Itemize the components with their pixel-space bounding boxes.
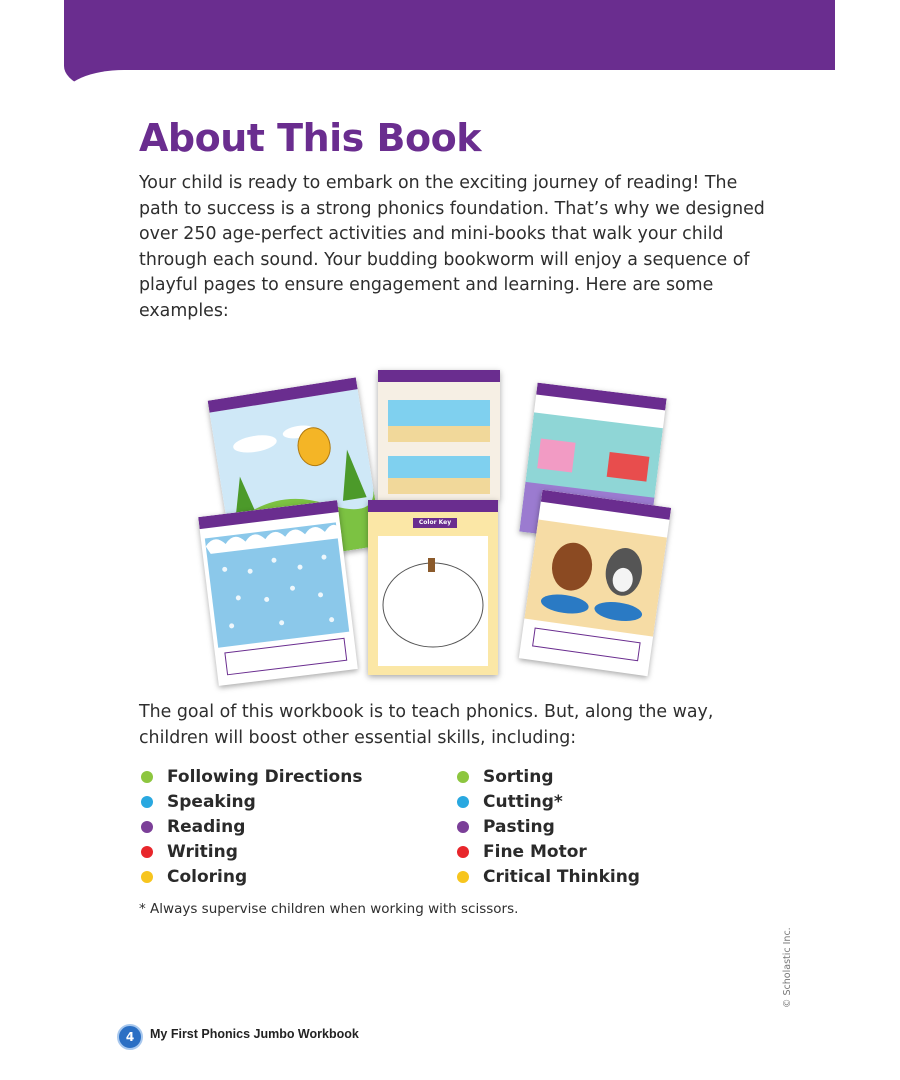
beach-illustration [378, 370, 500, 500]
copyright-notice: © Scholastic Inc. [782, 927, 793, 1008]
bullet-dot-icon [457, 871, 469, 883]
skill-item [456, 840, 640, 865]
bullet-dot-icon [457, 846, 469, 858]
skill-label: Critical Thinking [483, 867, 640, 887]
bullet-dot-icon [141, 821, 153, 833]
skill-label: Following Directions [167, 767, 363, 787]
skill-label: Writing [167, 842, 238, 862]
skill-item [140, 840, 362, 865]
bullet-dot-icon [141, 871, 153, 883]
bullet-dot-icon [141, 796, 153, 808]
scissors-footnote: * Always supervise children when working with scissors. [139, 901, 519, 917]
page-title: About This Book [139, 116, 481, 160]
skill-label: Cutting* [483, 792, 563, 812]
skill-item [140, 765, 362, 790]
bullet-dot-icon [457, 771, 469, 783]
skill-item [456, 815, 640, 840]
sample-page-header [368, 500, 498, 512]
skill-item [456, 865, 640, 890]
sample-page-color-key [368, 500, 498, 675]
skill-label: Reading [167, 817, 246, 837]
skill-label: Sorting [483, 767, 554, 787]
dogs-illustration [519, 490, 671, 676]
color-key-label: Color Key [418, 519, 452, 526]
skill-label: Speaking [167, 792, 256, 812]
page-number-badge: 4 [117, 1024, 143, 1050]
skill-item [140, 815, 362, 840]
skill-item [140, 790, 362, 815]
skill-label: Fine Motor [483, 842, 587, 862]
skills-list-right [456, 765, 640, 890]
footer-book-title: My First Phonics Jumbo Workbook [150, 1027, 359, 1041]
skill-item [456, 765, 640, 790]
goal-paragraph: The goal of this workbook is to teach phonics. But, along the way, children will boost other essential skills, including: [139, 702, 714, 748]
sample-page-header [378, 370, 500, 382]
skill-item [456, 790, 640, 815]
bullet-dot-icon [141, 846, 153, 858]
bullet-dot-icon [457, 821, 469, 833]
rain-illustration [198, 500, 358, 686]
sample-page-beach [378, 370, 500, 500]
bullet-dot-icon [457, 796, 469, 808]
skill-label: Pasting [483, 817, 555, 837]
sample-page-rain [198, 500, 358, 686]
bullet-dot-icon [141, 771, 153, 783]
skill-item [140, 865, 362, 890]
skill-label: Coloring [167, 867, 248, 887]
top-banner-curve [64, 70, 835, 110]
skills-list-left [140, 765, 362, 890]
sample-page-dogs [519, 490, 671, 676]
sample-pages-collage [190, 360, 690, 700]
intro-paragraph: Your child is ready to embark on the exciting journey of reading! The path to success is a strong phonics foundation. That’s why we designed over 250 age-perfect activities and mini-books that walk your child through each sound. Your budding bookworm will enjoy a sequence of playful pages to ensure engagement and learning. Here are some examples: [139, 173, 765, 321]
